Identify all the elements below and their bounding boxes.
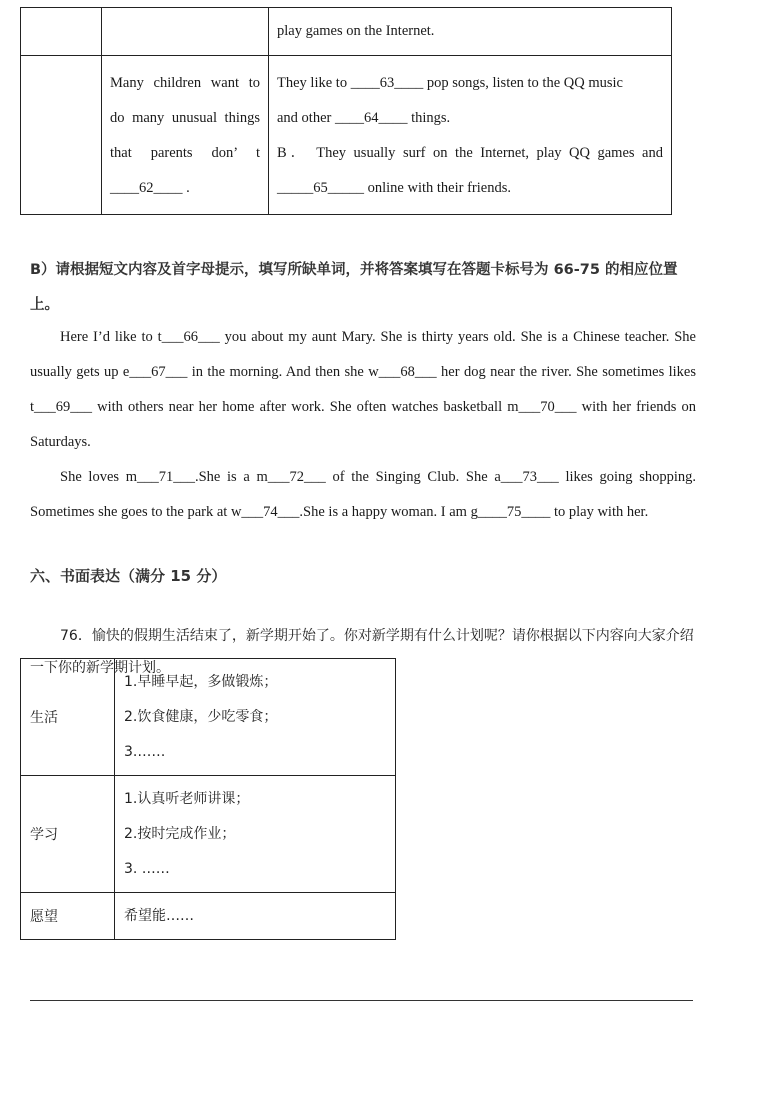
blank-63[interactable]: ____63____ xyxy=(350,75,424,91)
list-item: 3. …… xyxy=(124,860,170,877)
cloze-passage xyxy=(30,320,696,530)
passage-text: in the morning. And then she w xyxy=(187,364,379,380)
list-item: 希望能…… xyxy=(124,907,194,924)
section-6-title: 六、书面表达（满分 15 分） xyxy=(30,567,227,585)
cell-line: ____62____ . xyxy=(110,180,190,196)
cell-text-block xyxy=(102,56,268,206)
passage-text: likes going shopping. Sometimes she goes to the park at w xyxy=(30,469,696,520)
cloze-blank[interactable]: ___68___ xyxy=(378,364,437,380)
passage-text: you about my aunt Mary. She is thirty years old. She is a Chinese teacher. She usually gets up e xyxy=(30,329,696,380)
question-76-prompt: 76．愉快的假期生活结束了，新学期开始了。你对新学期有什么计划呢？请你根据以下内容向大家介绍一下你的新学期计划。 xyxy=(30,628,694,676)
cloze-blank[interactable]: ___71___ xyxy=(136,469,195,485)
passage-paragraph-1 xyxy=(30,320,696,460)
cloze-blank[interactable]: ___72___ xyxy=(267,469,326,485)
reading-table xyxy=(20,7,672,215)
table-cell-empty xyxy=(102,8,269,56)
cloze-blank[interactable]: ___69___ xyxy=(34,399,93,415)
passage-text: with her friends on Saturdays. xyxy=(30,399,697,450)
row-items xyxy=(115,776,396,893)
cell-line: B． They usually surf on the Internet, play QQ games and xyxy=(277,145,663,161)
cell-text: play games on the Internet. xyxy=(277,23,435,39)
row-label: 生活 xyxy=(21,659,115,776)
cell-line: that parents don’ t xyxy=(110,145,260,161)
table-row xyxy=(21,776,396,893)
table-cell-empty xyxy=(21,8,102,56)
cloze-blank[interactable]: ___74___ xyxy=(241,504,300,520)
cell-line: do many unusual things xyxy=(110,110,260,126)
cloze-blank[interactable]: ___67___ xyxy=(129,364,188,380)
table-row xyxy=(21,893,396,940)
table-cell xyxy=(269,56,672,215)
plan-table xyxy=(20,658,396,940)
table-cell xyxy=(269,8,672,56)
cloze-blank[interactable]: ___70___ xyxy=(518,399,577,415)
blank-65[interactable]: _____65_____ xyxy=(277,180,364,196)
list-item: 1.认真听老师讲课； xyxy=(124,790,250,807)
table-row xyxy=(21,659,396,776)
cloze-blank[interactable]: ___66___ xyxy=(161,329,220,345)
blank-64[interactable]: ____64____ xyxy=(334,110,408,126)
list-item: 1.早睡早起，多做锻炼； xyxy=(124,673,278,690)
section-b-title: B）请根据短文内容及首字母提示，填写所缺单词，并将答案填写在答题卡标号为 66-75 的相应位置上。 xyxy=(30,262,678,313)
cell-line: Many children want to xyxy=(110,75,260,91)
table-cell xyxy=(102,56,269,215)
blank-62[interactable]: ____62____ xyxy=(110,180,183,196)
passage-text: to play with her. xyxy=(550,504,649,520)
passage-text: with others near her home after work. She often watches basketball m xyxy=(92,399,519,415)
list-item: 2.饮食健康，少吃零食； xyxy=(124,708,278,725)
answer-writing-line[interactable] xyxy=(30,1000,693,1001)
row-items xyxy=(115,659,396,776)
passage-paragraph-2 xyxy=(30,460,696,530)
cloze-blank[interactable]: ____75____ xyxy=(477,504,551,520)
cell-text-block xyxy=(269,56,671,206)
passage-text: .She is a m xyxy=(194,469,268,485)
list-item: 2.按时完成作业； xyxy=(124,825,236,842)
list-item: 3.…… xyxy=(124,743,166,760)
passage-text: her dog near the river. She sometimes likes t xyxy=(30,364,696,415)
passage-text: .She is a happy woman. I am g xyxy=(299,504,478,520)
table-cell-empty xyxy=(21,56,102,215)
cloze-blank[interactable]: ___73___ xyxy=(500,469,559,485)
passage-text: Here I’d like to t xyxy=(60,329,162,345)
passage-text: She loves m xyxy=(60,469,137,485)
cell-line: and other ____64____ things. xyxy=(277,110,451,126)
row-label: 愿望 xyxy=(21,893,115,940)
row-label: 学习 xyxy=(21,776,115,893)
row-items xyxy=(115,893,396,940)
cell-line: _____65_____ online with their friends. xyxy=(277,180,511,196)
cell-line: They like to ____63____ pop songs, listen to the QQ music xyxy=(277,75,623,91)
passage-text: of the Singing Club. She a xyxy=(325,469,501,485)
